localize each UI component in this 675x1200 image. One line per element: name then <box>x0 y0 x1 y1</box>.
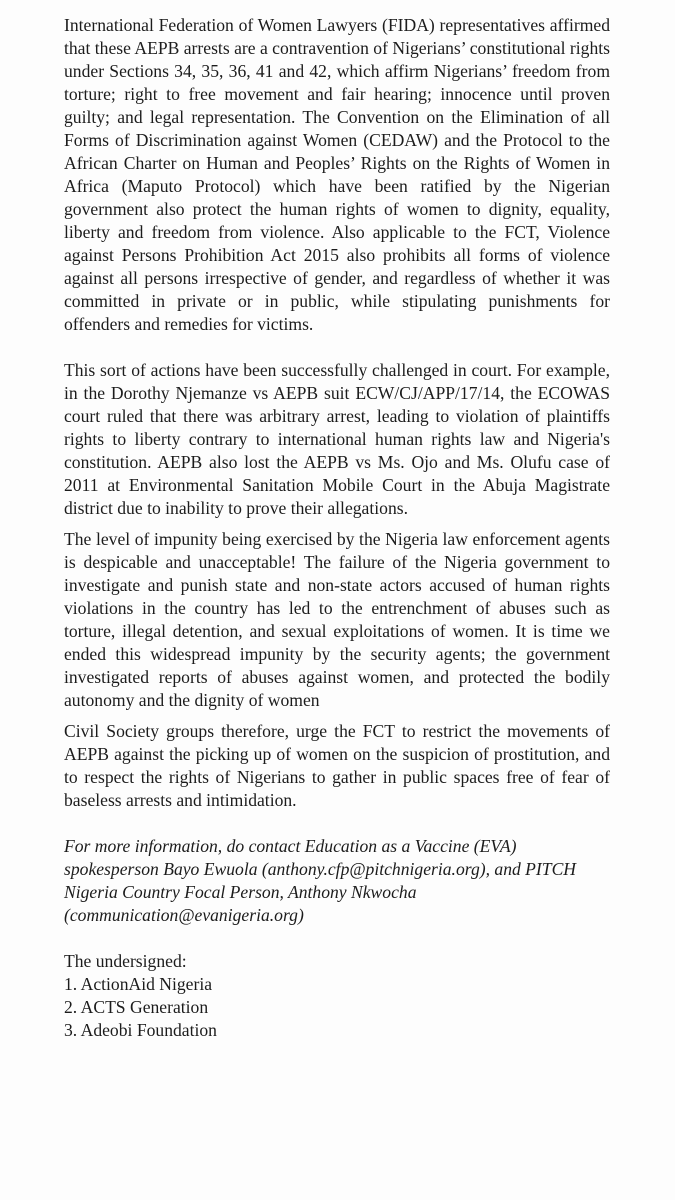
contact-information: For more information, do contact Education as a Vaccine (EVA) spokesperson Bayo Ewuola (anthony.cfp@pitchnigeria.org), and PITCH Nigeria Country Focal Person, Anthony Nkwocha (communication@evanigeria.org) <box>64 836 577 925</box>
signatory-item: 3. Adeobi Foundation <box>64 1020 217 1040</box>
signatories-section <box>64 950 610 1042</box>
signatories-list <box>64 973 610 1042</box>
paragraph-fida-rights: International Federation of Women Lawyers (FIDA) representatives affirmed that these AEPB arrests are a contravention of Nigerians’ constitutional rights under Sections 34, 35, 36, 41 and 42, which affirm Nigerians’ freedom from torture; right to free movement and fair hearing; innocence until proven guilty; and legal representation. The Convention on the Elimination of all Forms of Discrimination against Women (CEDAW) and the Protocol to the African Charter on Human and Peoples’ Rights on the Rights of Women in Africa (Maputo Protocol) which have been ratified by the Nigerian government also protect the human rights of women to dignity, equality, liberty and freedom from violence. Also applicable to the FCT, Violence against Persons Prohibition Act 2015 also prohibits all forms of violence against all persons irrespective of gender, and regardless of whether it was committed in private or in public, while stipulating punishments for offenders and remedies for victims. <box>64 15 610 334</box>
document-body <box>64 14 610 1042</box>
signatory-item: 2. ACTS Generation <box>64 997 209 1017</box>
signatories-heading: The undersigned: <box>64 951 187 971</box>
paragraph-impunity: The level of impunity being exercised by the Nigeria law enforcement agents is despicable and unacceptable! The failure of the Nigeria government to investigate and punish state and non-state actors accused of human rights violations in the country has led to the entrenchment of abuses such as torture, illegal detention, and sexual exploitations of women. It is time we ended this widespread impunity by the security agents; the government investigated reports of abuses against women, and protected the bodily autonomy and the dignity of women <box>64 529 610 710</box>
paragraph-court-challenges: This sort of actions have been successfully challenged in court. For example, in the Dorothy Njemanze vs AEPB suit ECW/CJ/APP/17/14, the ECOWAS court ruled that there was arbitrary arrest, leading to violation of plaintiffs rights to liberty contrary to international human rights law and Nigeria's constitution. AEPB also lost the AEPB vs Ms. Ojo and Ms. Olufu case of 2011 at Environmental Sanitation Mobile Court in the Abuja Magistrate district due to inability to prove their allegations. <box>64 360 610 518</box>
signatory-item: 1. ActionAid Nigeria <box>64 974 213 994</box>
paragraph-civil-society-urge: Civil Society groups therefore, urge the FCT to restrict the movements of AEPB against the picking up of women on the suspicion of prostitution, and to respect the rights of Nigerians to gather in public spaces free of fear of baseless arrests and intimidation. <box>64 721 610 810</box>
